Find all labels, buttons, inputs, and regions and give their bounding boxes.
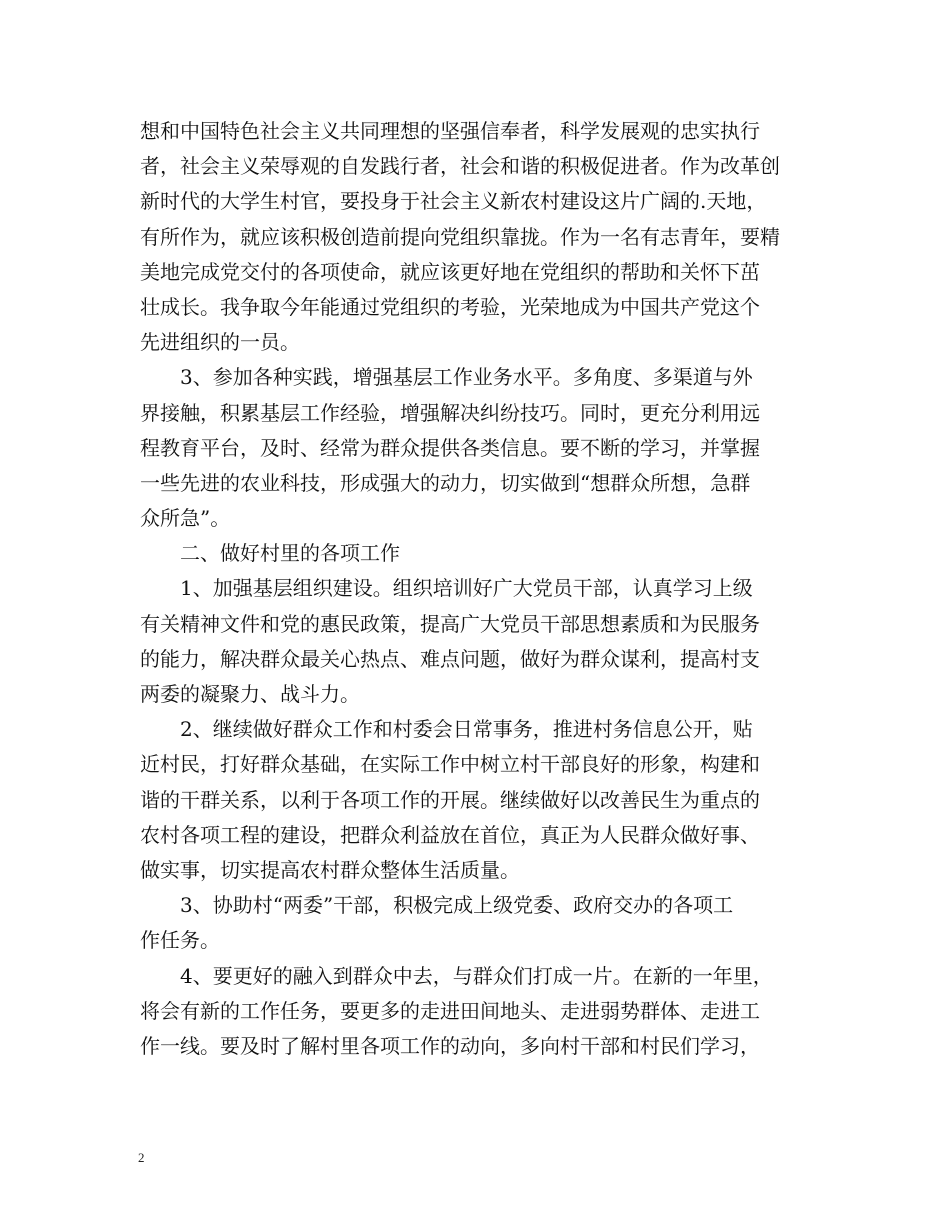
- text-line: 一些先进的农业科技，形成强大的动力，切实做到“想群众所想，急群: [140, 470, 751, 495]
- text-line: 界接触，积累基层工作经验，增强解决纠纷技巧。同时，更充分利用远: [140, 400, 760, 425]
- text-line: 程教育平台，及时、经常为群众提供各类信息。要不断的学习，并掌握: [140, 435, 760, 460]
- text-line: 有所作为，就应该积极创造前提向党组织靠拢。作为一名有志青年，要精: [140, 224, 780, 249]
- text-line: 者，社会主义荣辱观的自发践行者，社会和谐的积极促进者。作为改革创: [140, 154, 780, 179]
- text-line: 1、加强基层组织建设。组织培训好广大党员干部，认真学习上级: [140, 576, 753, 601]
- text-line: 3、协助村“两委”干部，积极完成上级党委、政府交办的各项工: [140, 893, 734, 918]
- text-line: 有关精神文件和党的惠民政策，提高广大党员干部思想素质和为民服务: [140, 611, 760, 636]
- text-line: 将会有新的工作任务，要更多的走进田间地头、走进弱势群体、走进工: [140, 998, 760, 1023]
- body-text: [140, 114, 820, 1064]
- text-line: 作任务。: [140, 928, 220, 953]
- text-line: 先进组织的一员。: [140, 330, 300, 355]
- text-line: 想和中国特色社会主义共同理想的坚强信奉者，科学发展观的忠实执行: [140, 119, 760, 143]
- section-heading: 二、做好村里的各项工作: [140, 541, 400, 566]
- text-line: 新时代的大学生村官，要投身于社会主义新农村建设这片广阔的.天地，: [140, 189, 767, 214]
- text-line: 2、继续做好群众工作和村委会日常事务，推进村务信息公开，贴: [140, 717, 753, 742]
- page-number: 2: [138, 1150, 145, 1165]
- text-line: 作一线。要及时了解村里各项工作的动向，多向村干部和村民们学习，: [140, 1033, 760, 1058]
- text-line: 壮成长。我争取今年能通过党组织的考验，光荣地成为中国共产党这个: [140, 294, 760, 319]
- text-line: 的能力，解决群众最关心热点、难点问题，做好为群众谋利，提高村支: [140, 646, 760, 671]
- text-line: 近村民，打好群众基础，在实际工作中树立村干部良好的形象，构建和: [140, 752, 760, 777]
- text-line: 3、参加各种实践，增强基层工作业务水平。多角度、多渠道与外: [140, 365, 753, 390]
- text-line: 众所急”。: [140, 506, 231, 531]
- text-line: 做实事，切实提高农村群众整体生活质量。: [140, 857, 520, 882]
- text-line: 4、要更好的融入到群众中去，与群众们打成一片。在新的一年里，: [140, 963, 773, 988]
- text-line: 谐的干群关系，以利于各项工作的开展。继续做好以改善民生为重点的: [140, 787, 760, 812]
- text-line: 美地完成党交付的各项使命，就应该更好地在党组织的帮助和关怀下茁: [140, 259, 760, 284]
- text-line: 农村各项工程的建设，把群众利益放在首位，真正为人民群众做好事、: [140, 822, 760, 847]
- text-line: 两委的凝聚力、战斗力。: [140, 682, 360, 706]
